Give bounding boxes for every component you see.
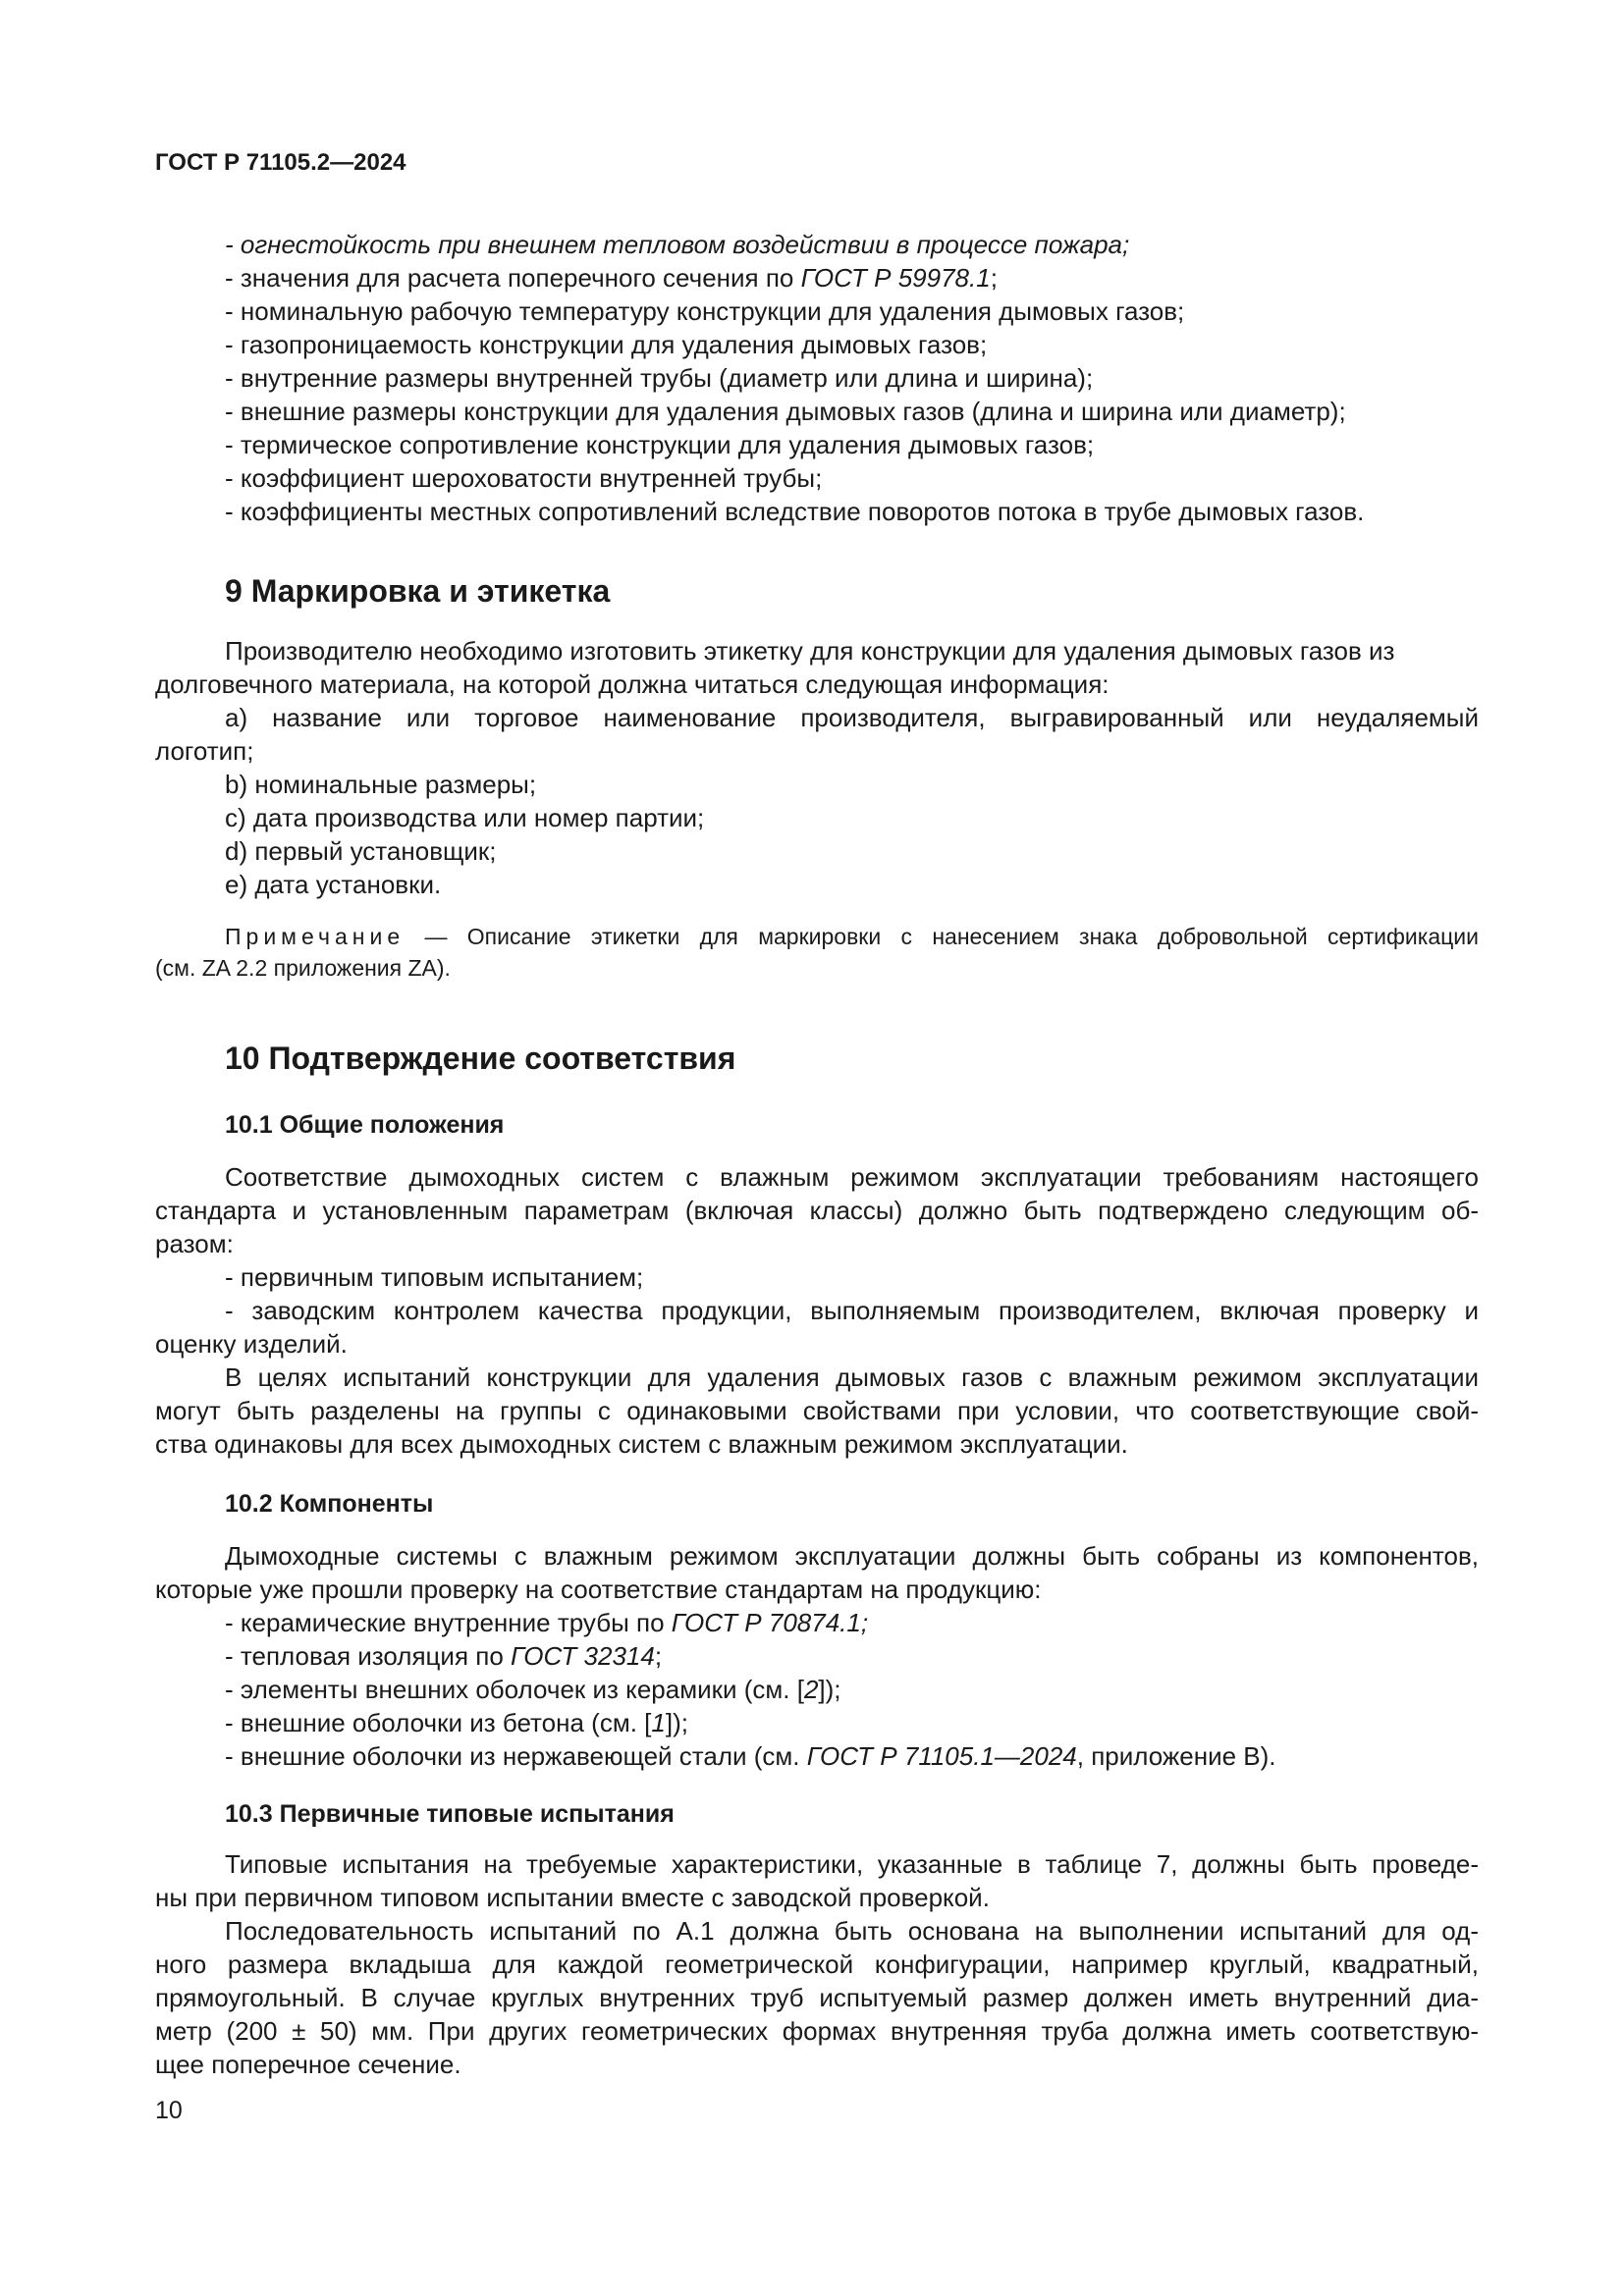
paragraph-line: стандарта и установленным параметрам (включая классы) должно быть подтверждено следующим об- — [155, 1196, 1479, 1225]
document-header: ГОСТ Р 71105.2—2024 — [155, 149, 406, 176]
paragraph-line: Производителю необходимо изготовить этикетку для конструкции для удаления дымовых газов из — [225, 636, 1395, 666]
list-item: b) номинальные размеры; — [225, 770, 537, 799]
list-item: - первичным типовым испытанием; — [225, 1262, 644, 1292]
paragraph-line: ного размера вкладыша для каждой геометрической конфигурации, например круглый, квадратный, — [155, 1949, 1479, 1979]
paragraph-line: могут быть разделены на группы с одинаковыми свойствами при условии, что соответствующие свой- — [155, 1396, 1479, 1425]
list-item: - тепловая изоляция по ГОСТ 32314; — [225, 1641, 663, 1671]
bibliography-reference-link[interactable]: 2 — [803, 1675, 819, 1704]
standard-reference-link[interactable]: ГОСТ Р 71105.1—2024 — [806, 1741, 1077, 1771]
paragraph-line: прямоугольный. В случае круглых внутренних труб испытуемый размер должен иметь внутренний диа- — [155, 1983, 1479, 2012]
paragraph-line: разом: — [155, 1229, 234, 1258]
list-item: - заводским контролем качества продукции, выполняемым производителем, включая проверку и — [225, 1296, 1479, 1325]
paragraph-line: ны при первичном типовом испытании вместе с заводской проверкой. — [155, 1883, 990, 1912]
note: Примечание — Описание этикетки для маркировки с нанесением знака добровольной сертификации — [225, 924, 1479, 949]
section-heading: 10 Подтверждение соответствия — [225, 1041, 736, 1076]
paragraph-line: В целях испытаний конструкции для удаления дымовых газов с влажным режимом эксплуатации — [225, 1362, 1479, 1392]
paragraph-line: логотип; — [155, 736, 254, 766]
list-item: - газопроницаемость конструкции для удаления дымовых газов; — [225, 330, 988, 359]
paragraph-line: метр (200 ± 50) мм. При других геометрических формах внутренняя труба должна иметь соответствую- — [155, 2016, 1479, 2046]
paragraph-line: которые уже прошли проверку на соответствие стандартам на продукцию: — [155, 1575, 1042, 1604]
list-item: - термическое сопротивление конструкции для удаления дымовых газов; — [225, 430, 1095, 459]
paragraph-line: долговечного материала, на которой должна читаться следующая информация: — [155, 669, 1110, 699]
paragraph-line: Последовательность испытаний по А.1 должна быть основана на выполнении испытаний для од- — [225, 1916, 1479, 1946]
list-item: - внешние оболочки из нержавеющей стали (см. ГОСТ Р 71105.1—2024, приложение В). — [225, 1741, 1276, 1771]
standard-reference-link[interactable]: ГОСТ Р 59978.1 — [800, 263, 991, 293]
paragraph-line: Типовые испытания на требуемые характеристики, указанные в таблице 7, должны быть проведе- — [225, 1849, 1479, 1879]
note-label: Примечание — [225, 924, 406, 949]
list-item: - огнестойкость при внешнем тепловом воздействии в процессе пожара; — [225, 230, 1130, 259]
list-item: a) название или торговое наименование производителя, выгравированный или неудаляемый — [225, 703, 1479, 732]
standard-reference-link[interactable]: ГОСТ Р 70874.1; — [671, 1608, 869, 1637]
subsection-heading: 10.1 Общие положения — [225, 1111, 505, 1139]
paragraph-line: ства одинаковы для всех дымоходных систем с влажным режимом эксплуатации. — [155, 1429, 1128, 1459]
list-item: - номинальную рабочую температуру конструкции для удаления дымовых газов; — [225, 296, 1185, 326]
paragraph-line: оценку изделий. — [155, 1329, 348, 1359]
list-item: - внешние оболочки из бетона (см. [1]); — [225, 1708, 688, 1737]
bibliography-reference-link[interactable]: 1 — [651, 1708, 666, 1737]
list-item: d) первый установщик; — [225, 836, 497, 866]
list-item: - элементы внешних оболочек из керамики (см. [2]); — [225, 1675, 841, 1704]
list-item: - внутренние размеры внутренней трубы (диаметр или длина и ширина); — [225, 363, 1094, 393]
list-item: e) дата установки. — [225, 870, 442, 899]
subsection-heading: 10.2 Компоненты — [225, 1490, 434, 1518]
list-item: - коэффициент шероховатости внутренней трубы; — [225, 463, 823, 493]
section-heading: 9 Маркировка и этикетка — [225, 573, 611, 609]
standard-reference-link[interactable]: ГОСТ 32314 — [511, 1641, 655, 1671]
subsection-heading: 10.3 Первичные типовые испытания — [225, 1800, 675, 1828]
list-item: c) дата производства или номер партии; — [225, 803, 705, 832]
list-item: - керамические внутренние трубы по ГОСТ Р 70874.1; — [225, 1608, 869, 1637]
note-line: (см. ZA 2.2 приложения ZA). — [155, 955, 451, 981]
list-item: - коэффициенты местных сопротивлений вследствие поворотов потока в трубе дымовых газов. — [225, 497, 1365, 526]
list-item: - внешние размеры конструкции для удаления дымовых газов (длина и ширина или диаметр); — [225, 397, 1346, 426]
list-item: - значения для расчета поперечного сечения по ГОСТ Р 59978.1; — [225, 263, 998, 293]
page-number: 10 — [155, 2097, 183, 2124]
paragraph-line: щее поперечное сечение. — [155, 2050, 461, 2079]
paragraph-line: Соответствие дымоходных систем с влажным режимом эксплуатации требованиям настоящего — [225, 1162, 1479, 1192]
paragraph-line: Дымоходные системы с влажным режимом эксплуатации должны быть собраны из компонентов, — [225, 1541, 1479, 1571]
